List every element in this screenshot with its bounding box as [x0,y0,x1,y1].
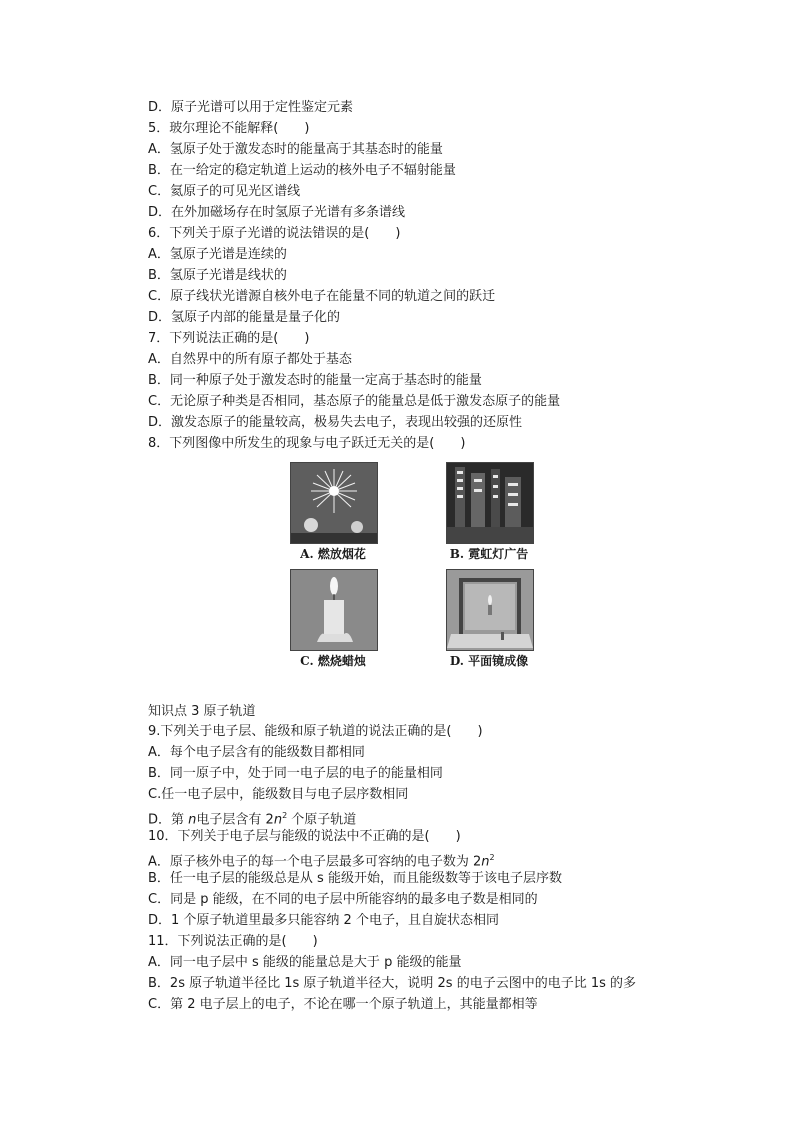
q7-option-a: A．自然界中的所有原子都处于基态 [148,352,352,367]
q6-option-b: B．氢原子光谱是线状的 [148,268,287,283]
q11-option-b: B．2s 原子轨道半径比 1s 原子轨道半径大，说明 2s 的电子云图中的电子比 1s 的多 [148,976,637,991]
candle-photo [290,569,378,651]
q6-option-d: D．氢原子内部的能量是量子化的 [148,310,341,325]
q6-stem: 6．下列关于原子光谱的说法错误的是( ) [148,226,401,241]
q4-option-d: D．原子光谱可以用于定性鉴定元素 [148,100,354,115]
q9-stem: 9.下列关于电子层、能级和原子轨道的说法正确的是( ) [148,724,483,739]
q11-option-a: A．同一电子层中 s 能级的能量总是大于 p 能级的能量 [148,955,462,970]
q5-option-c: C．氦原子的可见光区谱线 [148,184,301,199]
q7-option-d: D．激发态原子的能量较高，极易失去电子，表现出较强的还原性 [148,415,523,430]
mirror-image-photo [446,569,534,651]
q9-option-b: B．同一原子中，处于同一电子层的电子的能量相同 [148,766,443,781]
q11-stem: 11．下列说法正确的是( ) [148,934,318,949]
q6-option-a: A．氢原子光谱是连续的 [148,247,287,262]
q10-option-d: D．1 个原子轨道里最多只能容纳 2 个电子，且自旋状态相同 [148,913,499,928]
fireworks-photo [290,462,378,544]
q5-option-a: A．氢原子处于激发态时的能量高于其基态时的能量 [148,142,443,157]
figure-c-caption: C. 燃烧蜡烛 [300,654,366,668]
figure-b-caption: B. 霓虹灯广告 [449,547,529,561]
q11-option-c: C．第 2 电子层上的电子，不论在哪一个原子轨道上，其能量都相等 [148,997,538,1012]
q9-option-d: D．第 n电子层含有 $2n^2$ 个原子轨道 [148,811,357,828]
neon-signs-photo [446,462,534,544]
figure-d-caption: D. 平面镜成像 [449,654,529,668]
q7-stem: 7．下列说法正确的是( ) [148,331,310,346]
q5-stem: 5．玻尔理论不能解释( ) [148,121,310,136]
q9-option-a: A．每个电子层含有的能级数目都相同 [148,745,365,760]
q8-stem: 8．下列图像中所发生的现象与电子跃迁无关的是( ) [148,436,466,451]
q7-option-b: B．同一种原子处于激发态时的能量一定高于基态时的能量 [148,373,482,388]
q10-option-c: C．同是 p 能级，在不同的电子层中所能容纳的最多电子数是相同的 [148,892,538,907]
q7-option-c: C．无论原子种类是否相同，基态原子的能量总是低于激发态原子的能量 [148,394,561,409]
q5-option-b: B．在一给定的稳定轨道上运动的核外电子不辐射能量 [148,163,456,178]
q9-option-c: C.任一电子层中，能级数目与电子层序数相同 [148,787,409,802]
q6-option-c: C．原子线状光谱源自核外电子在能量不同的轨道之间的跃迁 [148,289,496,304]
q10-option-b: B．任一电子层的能级总是从 s 能级开始，而且能级数等于该电子层序数 [148,871,562,886]
q10-option-a: A．原子核外电子的每一个电子层最多可容纳的电子数为 $2n^2$ [148,853,495,870]
q5-option-d: D．在外加磁场存在时氢原子光谱有多条谱线 [148,205,406,220]
q10-stem: 10．下列关于电子层与能级的说法中不正确的是( ) [148,829,461,844]
figure-a-caption: A. 燃放烟花 [300,547,366,561]
section-heading: 知识点 3 原子轨道 [148,704,256,719]
